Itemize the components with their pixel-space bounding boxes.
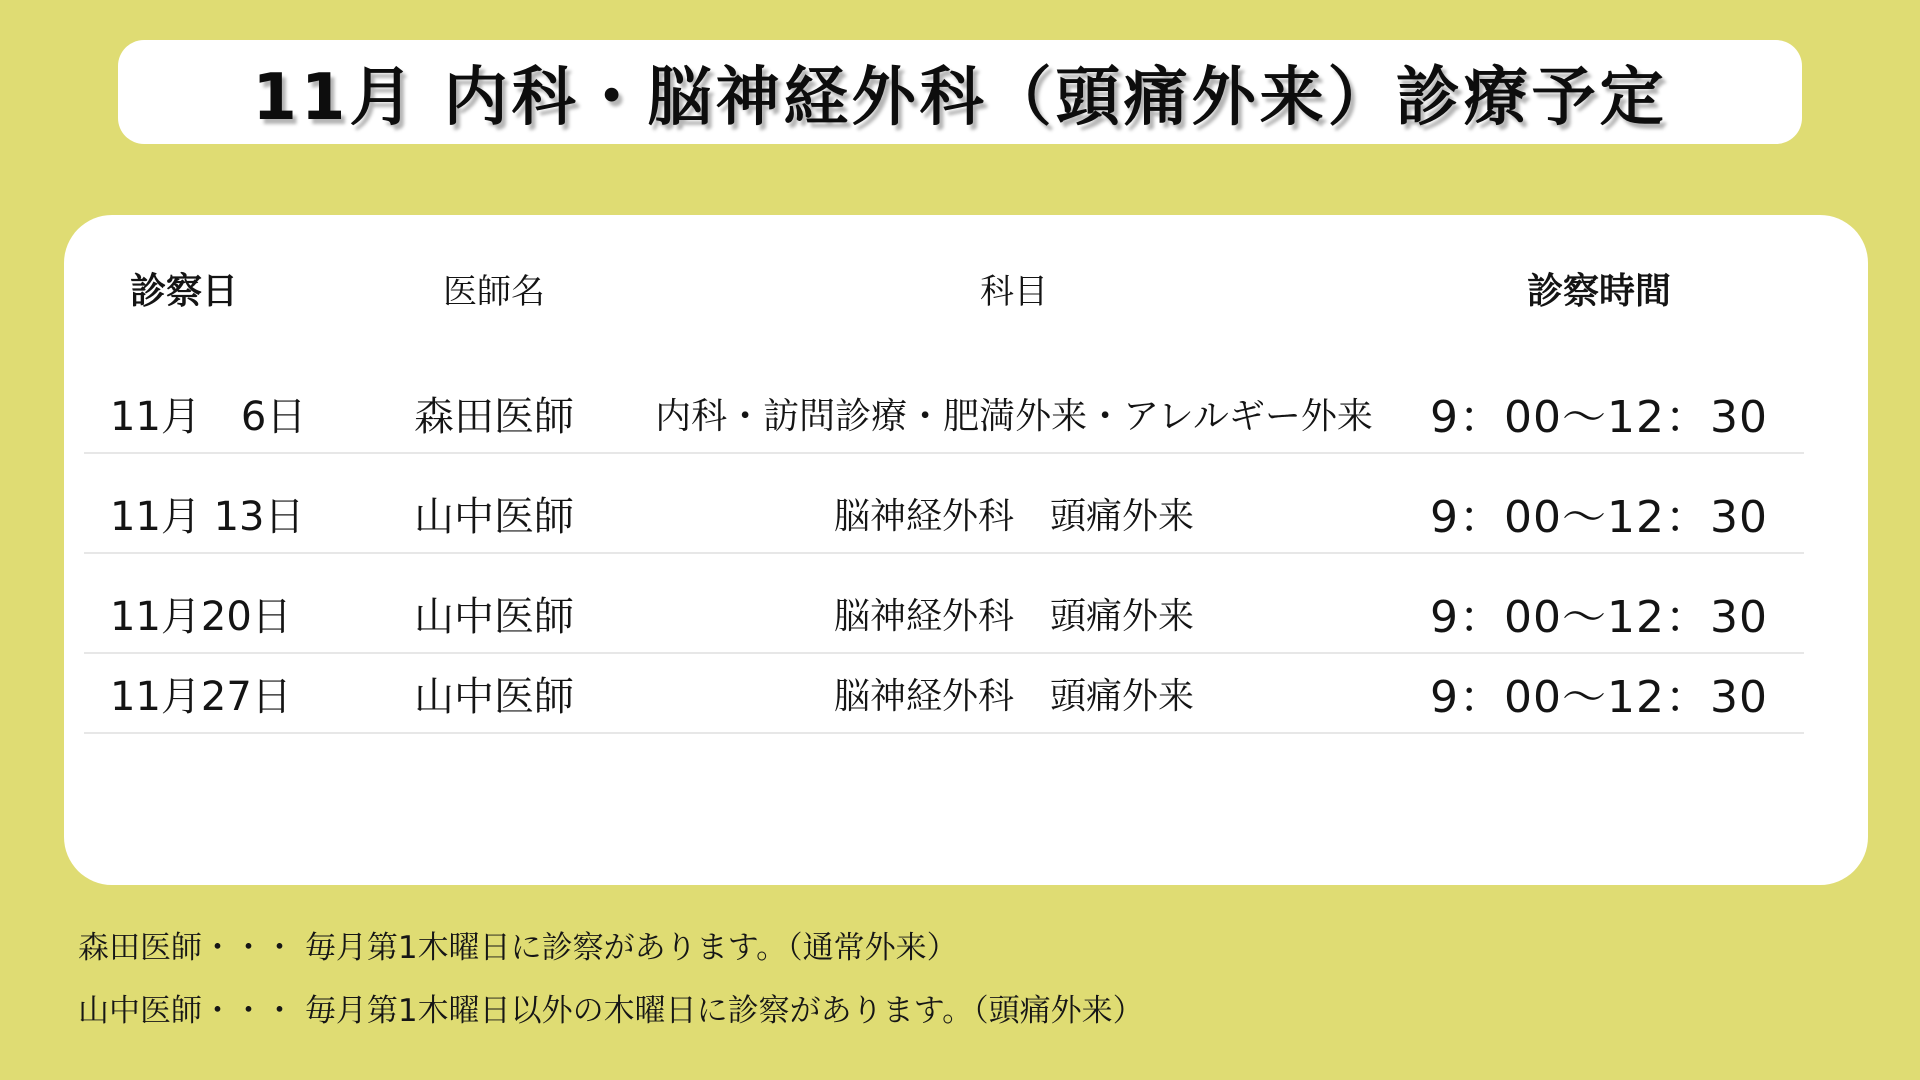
cell-department: 脳神経外科 頭痛外来 bbox=[833, 675, 1194, 717]
footnote-morita: 森田医師・・・ 毎月第1木曜日に診察があります。（通常外来） bbox=[78, 930, 958, 966]
footnote-yamanaka: 山中医師・・・ 毎月第1木曜日以外の木曜日に診察があります。（頭痛外来） bbox=[78, 993, 1144, 1029]
table-header-row bbox=[84, 263, 1804, 314]
schedule-table bbox=[84, 263, 1804, 734]
cell-exam-hours: 9：00〜12：30 bbox=[1430, 392, 1768, 443]
table-row bbox=[84, 574, 1804, 654]
header-doctor-name: 医師名 bbox=[443, 272, 545, 312]
cell-exam-date: 11月 6日 bbox=[110, 393, 307, 440]
cell-department: 内科・訪問診療・肥満外来・アレルギー外来 bbox=[655, 395, 1373, 437]
cell-doctor-name: 森田医師 bbox=[414, 393, 574, 440]
table-row bbox=[84, 654, 1804, 734]
header-exam-hours: 診察時間 bbox=[1526, 271, 1671, 312]
cell-department: 脳神経外科 頭痛外来 bbox=[833, 595, 1194, 637]
footnotes bbox=[78, 925, 1144, 1051]
cell-exam-hours: 9：00〜12：30 bbox=[1430, 492, 1768, 543]
cell-doctor-name: 山中医師 bbox=[414, 593, 574, 640]
header-exam-date: 診察日 bbox=[130, 271, 239, 312]
header-department: 科目 bbox=[980, 272, 1048, 312]
cell-doctor-name: 山中医師 bbox=[414, 673, 574, 720]
cell-department: 脳神経外科 頭痛外来 bbox=[833, 495, 1194, 537]
table-row bbox=[84, 474, 1804, 554]
cell-exam-date: 11月20日 bbox=[110, 593, 292, 640]
title-banner bbox=[118, 40, 1802, 144]
table-row bbox=[84, 374, 1804, 454]
cell-exam-hours: 9：00〜12：30 bbox=[1430, 592, 1768, 643]
cell-exam-date: 11月 13日 bbox=[110, 493, 305, 540]
cell-doctor-name: 山中医師 bbox=[414, 493, 574, 540]
page-title: 11月 内科・脳神経外科（頭痛外来）診療予定 bbox=[252, 61, 1668, 135]
schedule-card bbox=[64, 215, 1868, 885]
cell-exam-date: 11月27日 bbox=[110, 673, 292, 720]
cell-exam-hours: 9：00〜12：30 bbox=[1430, 672, 1768, 723]
